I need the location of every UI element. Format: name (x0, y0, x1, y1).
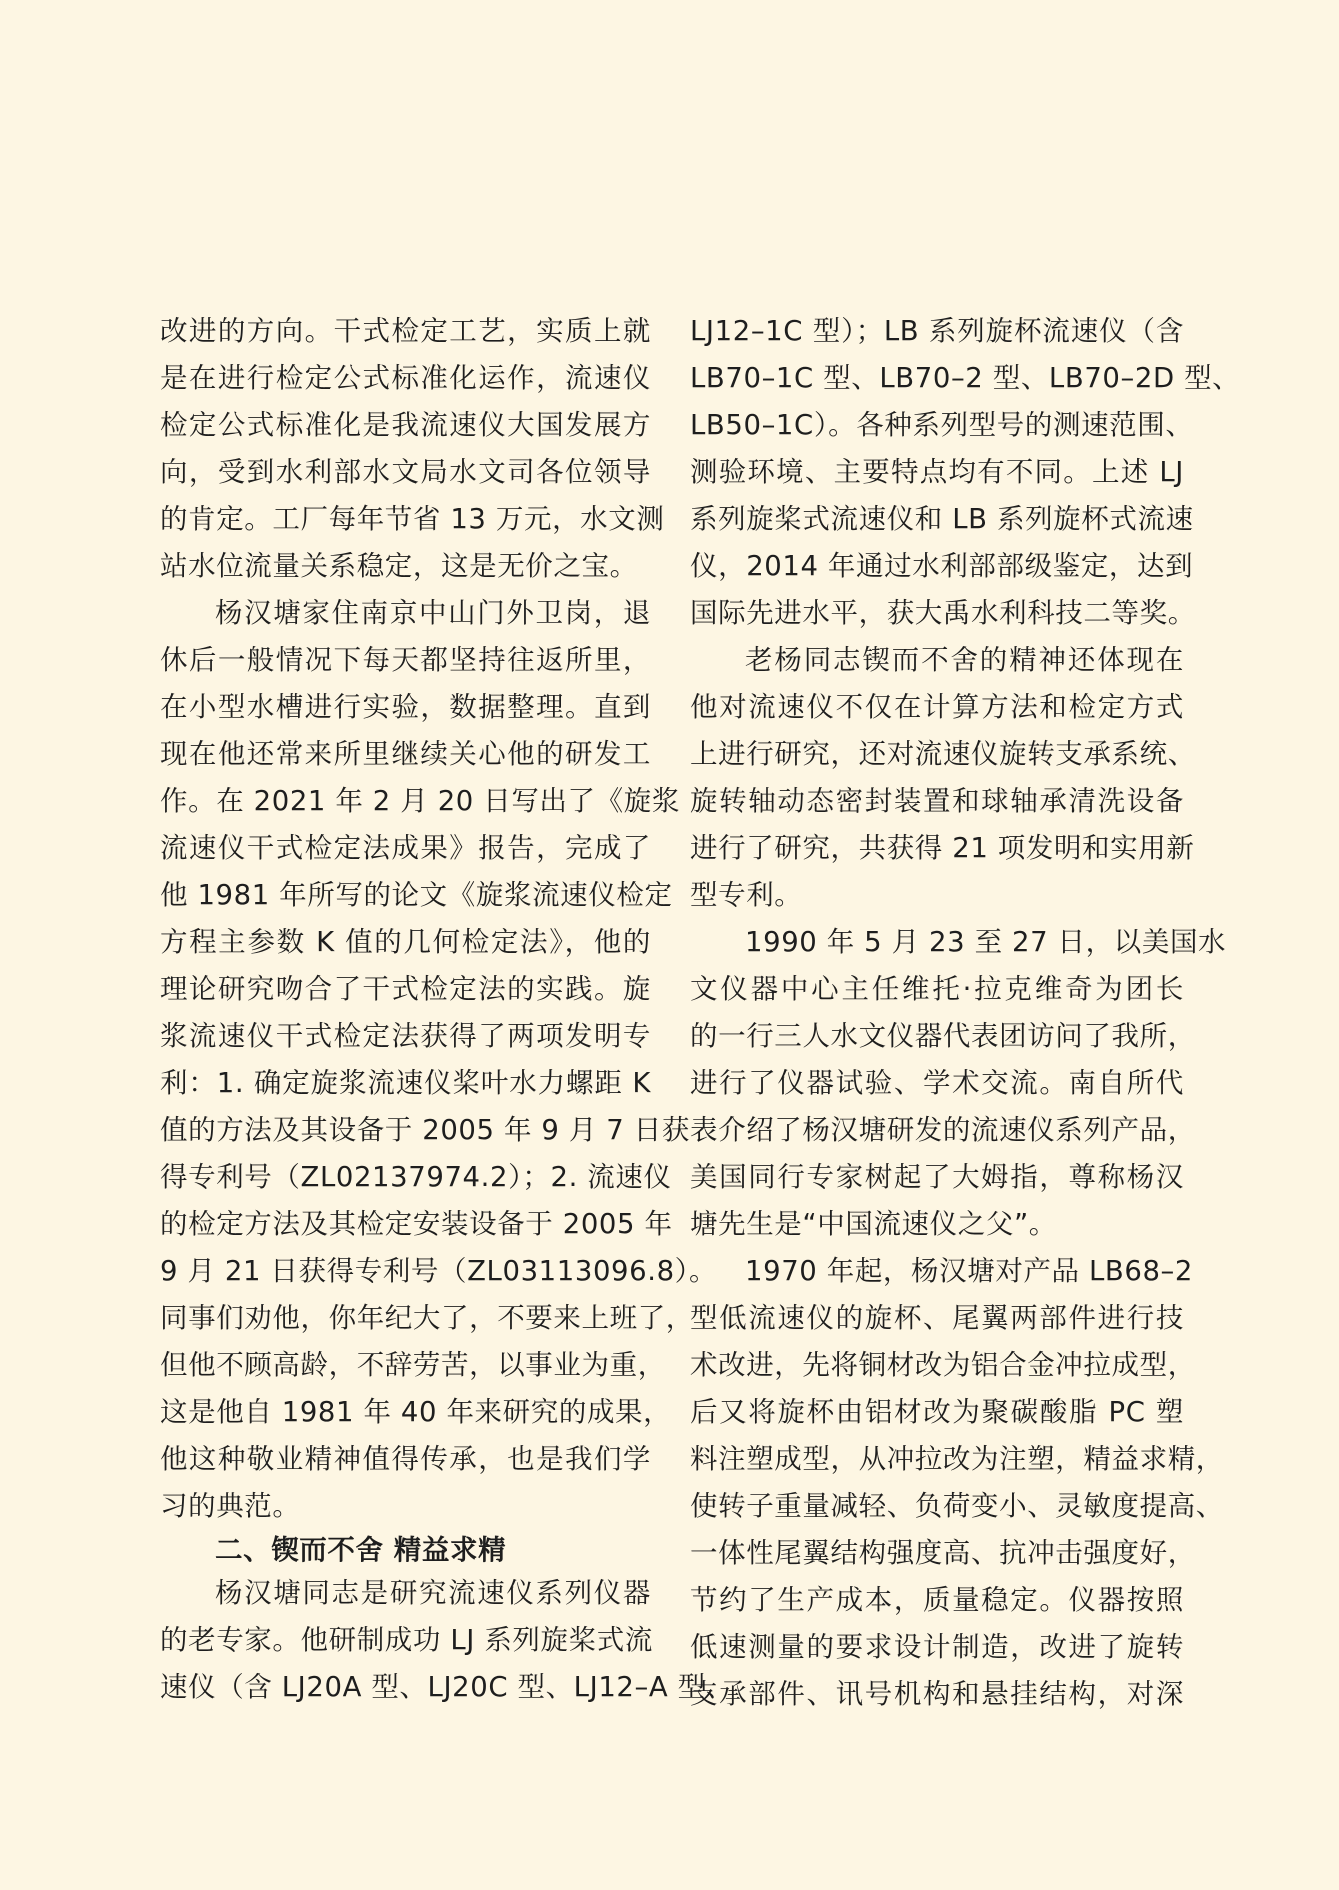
text-line: 改进的方向。干式检定工艺，实质上就 (160, 315, 651, 347)
text-line: 值的方法及其设备于 2005 年 9 月 7 日获 (160, 1114, 690, 1146)
text-line: 他这种敬业精神值得传承，也是我们学 (160, 1443, 651, 1475)
text-line: 型低流速仪的旋杯、尾翼两部件进行技 (690, 1302, 1184, 1334)
text-line: LB50–1C）。各种系列型号的测速范围、 (690, 409, 1194, 441)
text-line: 9 月 21 日获得专利号（ZL03113096.8）。 (160, 1255, 718, 1287)
text-line: 同事们劝他，你年纪大了，不要来上班了， (160, 1302, 694, 1334)
right-text-column (690, 308, 1241, 1718)
text-line: 方程主参数 K 值的几何检定法》，他的 (160, 926, 651, 958)
text-line: 系列旋桨式流速仪和 LB 系列旋杯式流速 (690, 503, 1194, 535)
text-line: 仪，2014 年通过水利部部级鉴定，达到 (690, 550, 1194, 582)
text-line: 一体性尾翼结构强度高、抗冲击强度好， (690, 1537, 1196, 1569)
text-line: 表介绍了杨汉塘研发的流速仪系列产品， (690, 1114, 1196, 1146)
text-line: 的检定方法及其检定安装设备于 2005 年 (160, 1208, 673, 1240)
text-line: 低速测量的要求设计制造，改进了旋转 (690, 1631, 1184, 1663)
text-line: 支承部件、讯号机构和悬挂结构，对深 (690, 1678, 1184, 1710)
text-line: 国际先进水平，获大禹水利科技二等奖。 (690, 597, 1196, 629)
left-text-column (160, 308, 734, 1711)
text-line: 1990 年 5 月 23 至 27 日，以美国水 (745, 926, 1227, 958)
text-line: 现在他还常来所里继续关心他的研发工 (160, 738, 651, 770)
text-line: 术改进，先将铜材改为铝合金冲拉成型， (690, 1349, 1196, 1381)
text-line: LJ12–1C 型）；LB 系列旋杯流速仪（含 (690, 315, 1184, 347)
text-line: 的肯定。工厂每年节省 13 万元，水文测 (160, 503, 665, 535)
text-line: 美国同行专家树起了大姆指，尊称杨汉 (690, 1161, 1184, 1193)
text-line: 作。在 2021 年 2 月 20 日写出了《旋浆 (160, 785, 680, 817)
text-line: 老杨同志锲而不舍的精神还体现在 (745, 644, 1184, 676)
text-line: 浆流速仪干式检定法获得了两项发明专 (160, 1020, 651, 1052)
text-line: 塘先生是“中国流速仪之父”。 (690, 1208, 1057, 1240)
text-line: 流速仪干式检定法成果》报告，完成了 (160, 832, 651, 864)
text-line: 这是他自 1981 年 40 年来研究的成果， (160, 1396, 672, 1428)
text-line: 速仪（含 LJ20A 型、LJ20C 型、LJ12–A 型、 (160, 1671, 734, 1703)
section-heading: 二、锲而不舍 精益求精 (215, 1534, 507, 1566)
text-line: 他对流速仪不仅在计算方法和检定方式 (690, 691, 1184, 723)
text-line: 的一行三人水文仪器代表团访问了我所， (690, 1020, 1196, 1052)
text-line: LB70–1C 型、LB70–2 型、LB70–2D 型、 (690, 362, 1241, 394)
text-line: 在小型水槽进行实验，数据整理。直到 (160, 691, 651, 723)
text-line: 是在进行检定公式标准化运作，流速仪 (160, 362, 651, 394)
text-line: 杨汉塘家住南京中山门外卫岗，退 (215, 597, 651, 629)
text-line: 后又将旋杯由铝材改为聚碳酸脂 PC 塑 (690, 1396, 1184, 1428)
text-line: 文仪器中心主任维托·拉克维奇为团长 (690, 973, 1184, 1005)
text-line: 理论研究吻合了干式检定法的实践。旋 (160, 973, 651, 1005)
text-line: 但他不顾高龄，不辞劳苦，以事业为重， (160, 1349, 666, 1381)
text-line: 进行了仪器试验、学术交流。南自所代 (690, 1067, 1184, 1099)
text-line: 得专利号（ZL02137974.2）；2. 流速仪 (160, 1161, 672, 1193)
text-line: 使转子重量减轻、负荷变小、灵敏度提高、 (690, 1490, 1224, 1522)
text-line: 料注塑成型，从冲拉改为注塑，精益求精， (690, 1443, 1224, 1475)
text-line: 的老专家。他研制成功 LJ 系列旋桨式流 (160, 1624, 653, 1656)
text-line: 节约了生产成本，质量稳定。仪器按照 (690, 1584, 1184, 1616)
text-line: 型专利。 (690, 879, 803, 911)
text-line: 测验环境、主要特点均有不同。上述 LJ (690, 456, 1184, 488)
text-line: 杨汉塘同志是研究流速仪系列仪器 (215, 1577, 651, 1609)
text-line: 上进行研究，还对流速仪旋转支承系统、 (690, 738, 1196, 770)
text-line: 他 1981 年所写的论文《旋浆流速仪检定 (160, 879, 673, 911)
text-line: 检定公式标准化是我流速仪大国发展方 (160, 409, 651, 441)
text-line: 利：1. 确定旋浆流速仪桨叶水力螺距 K (160, 1067, 651, 1099)
text-line: 习的典范。 (160, 1490, 301, 1522)
text-line: 1970 年起，杨汉塘对产品 LB68–2 (745, 1255, 1193, 1287)
text-line: 旋转轴动态密封装置和球轴承清洗设备 (690, 785, 1184, 817)
text-line: 站水位流量关系稳定，这是无价之宝。 (160, 550, 638, 582)
text-line: 向，受到水利部水文局水文司各位领导 (160, 456, 651, 488)
text-line: 进行了研究，共获得 21 项发明和实用新 (690, 832, 1195, 864)
text-line: 休后一般情况下每天都坚持往返所里， (160, 644, 651, 676)
